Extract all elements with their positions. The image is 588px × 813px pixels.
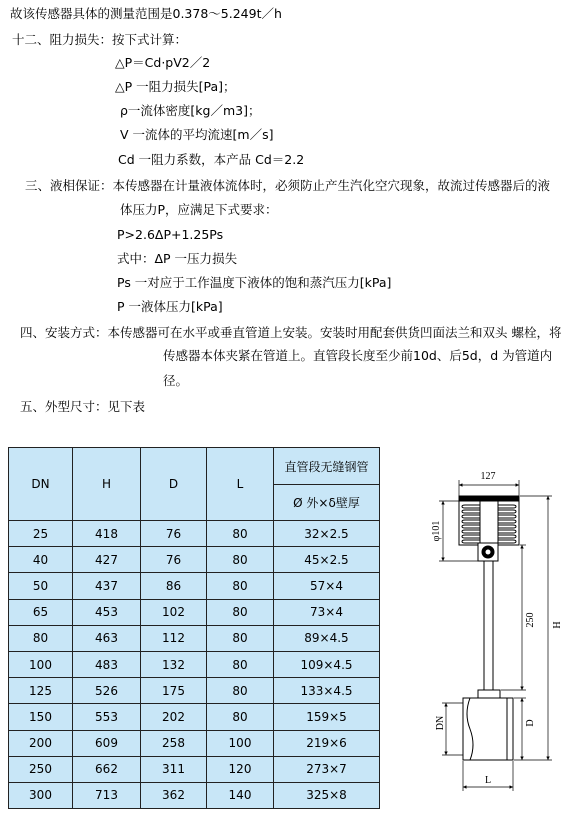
table-cell-l: 80 bbox=[207, 599, 274, 625]
head-cap bbox=[459, 496, 519, 501]
table-cell-l: 80 bbox=[207, 704, 274, 730]
table-row bbox=[9, 704, 380, 730]
table-cell-pipe: 133×4.5 bbox=[274, 678, 380, 704]
table-cell-l: 80 bbox=[207, 678, 274, 704]
table-row bbox=[9, 756, 380, 782]
table-row bbox=[9, 678, 380, 704]
table-row bbox=[9, 547, 380, 573]
table-cell-dn: 40 bbox=[9, 547, 73, 573]
liquid-pressure-formula: P>2.6ΔP+1.25Ps bbox=[117, 227, 224, 242]
definition-density: ρ一流体密度[kg／m3]； bbox=[120, 103, 261, 118]
table-cell-d: 362 bbox=[141, 782, 207, 808]
table-cell-d: 86 bbox=[141, 573, 207, 599]
section-four-text-line-1: 四、安装方式：本传感器可在水平或垂直管道上安装。安装时用配套供货凹面法兰和双头 螺栓，将 bbox=[20, 325, 562, 340]
table-row bbox=[9, 599, 380, 625]
outline-drawing bbox=[410, 465, 585, 797]
section-four-text-line-3: 径。 bbox=[163, 373, 189, 388]
table-cell-h: 713 bbox=[73, 782, 141, 808]
header-dn: DN bbox=[9, 448, 73, 521]
header-h: H bbox=[73, 448, 141, 521]
table-row bbox=[9, 573, 380, 599]
table-cell-l: 80 bbox=[207, 625, 274, 651]
table-cell-pipe: 219×6 bbox=[274, 730, 380, 756]
definition-velocity: V 一流体的平均流速[m／s] bbox=[120, 127, 274, 142]
header-l: L bbox=[207, 448, 274, 521]
table-cell-h: 427 bbox=[73, 547, 141, 573]
table-cell-h: 453 bbox=[73, 599, 141, 625]
body-neck bbox=[478, 690, 500, 698]
table-cell-d: 202 bbox=[141, 704, 207, 730]
table-cell-h: 483 bbox=[73, 651, 141, 677]
table-cell-d: 258 bbox=[141, 730, 207, 756]
label-body-length: L bbox=[484, 775, 492, 786]
table-cell-dn: 50 bbox=[9, 573, 73, 599]
table-cell-pipe: 89×4.5 bbox=[274, 625, 380, 651]
table-row bbox=[9, 625, 380, 651]
table-row bbox=[9, 521, 380, 547]
table-cell-d: 112 bbox=[141, 625, 207, 651]
definition-saturated-vapor-pressure: Ps 一对应于工作温度下液体的饱和蒸汽压力[kPa] bbox=[117, 275, 392, 290]
section-three-text-line-1: 三、液相保证：本传感器在计量液体流体时，必须防止产生汽化空穴现象，故流过传感器后的液 bbox=[25, 178, 551, 193]
pressure-loss-formula: △P＝Cd·pV2／2 bbox=[115, 55, 211, 70]
table-cell-dn: 150 bbox=[9, 704, 73, 730]
table-cell-d: 311 bbox=[141, 756, 207, 782]
table-row bbox=[9, 730, 380, 756]
section-four-text-line-2: 传感器本体夹紧在管道上。直管段长度至少前10d、后5d，d 为管道内 bbox=[163, 348, 553, 363]
table-cell-l: 80 bbox=[207, 521, 274, 547]
table-cell-pipe: 73×4 bbox=[274, 599, 380, 625]
table-cell-l: 100 bbox=[207, 730, 274, 756]
definition-delta-p: 式中：ΔP 一压力损失 bbox=[117, 251, 238, 266]
label-stem-length: 250 bbox=[525, 612, 536, 628]
table-cell-pipe: 325×8 bbox=[274, 782, 380, 808]
table-cell-dn: 100 bbox=[9, 651, 73, 677]
table-cell-h: 526 bbox=[73, 678, 141, 704]
table-cell-l: 80 bbox=[207, 547, 274, 573]
table-cell-dn: 80 bbox=[9, 625, 73, 651]
table-cell-dn: 25 bbox=[9, 521, 73, 547]
table-cell-h: 418 bbox=[73, 521, 141, 547]
table-cell-h: 662 bbox=[73, 756, 141, 782]
table-cell-pipe: 109×4.5 bbox=[274, 651, 380, 677]
dimension-table bbox=[8, 447, 380, 809]
label-head-diameter: φ101 bbox=[431, 520, 442, 542]
section-twelve-heading: 十二、阻力损失：按下式计算： bbox=[12, 32, 188, 47]
table-cell-d: 132 bbox=[141, 651, 207, 677]
sensor-outline bbox=[459, 496, 519, 760]
table-cell-h: 437 bbox=[73, 573, 141, 599]
table-cell-dn: 125 bbox=[9, 678, 73, 704]
header-pipe: 直管段无缝钢管 bbox=[274, 448, 380, 485]
section-three-text-line-2: 体压力P，应满足下式要求： bbox=[120, 202, 278, 217]
table-cell-dn: 300 bbox=[9, 782, 73, 808]
measuring-range-text: 故该传感器具体的测量范围是0.378～5.249t／h bbox=[10, 6, 282, 21]
table-cell-d: 102 bbox=[141, 599, 207, 625]
table-cell-dn: 250 bbox=[9, 756, 73, 782]
header-d: D bbox=[141, 448, 207, 521]
table-cell-l: 80 bbox=[207, 651, 274, 677]
table-cell-pipe: 273×7 bbox=[274, 756, 380, 782]
label-body-diameter: D bbox=[525, 719, 536, 727]
definition-resistance-coefficient: Cd 一阻力系数，本产品 Cd＝2.2 bbox=[118, 152, 305, 167]
table-cell-d: 175 bbox=[141, 678, 207, 704]
table-cell-pipe: 32×2.5 bbox=[274, 521, 380, 547]
definition-pressure-loss: △P 一阻力损失[Pa]； bbox=[115, 79, 236, 94]
table-cell-dn: 65 bbox=[9, 599, 73, 625]
table-cell-pipe: 159×5 bbox=[274, 704, 380, 730]
table-cell-l: 120 bbox=[207, 756, 274, 782]
table-header-row bbox=[9, 448, 380, 485]
label-overall-height: H bbox=[552, 621, 563, 629]
table-cell-pipe: 57×4 bbox=[274, 573, 380, 599]
table-row bbox=[9, 651, 380, 677]
table-body bbox=[9, 521, 380, 809]
table-cell-dn: 200 bbox=[9, 730, 73, 756]
label-overall-width: 127 bbox=[480, 471, 496, 482]
table-cell-pipe: 45×2.5 bbox=[274, 547, 380, 573]
table-cell-h: 553 bbox=[73, 704, 141, 730]
table-head bbox=[9, 448, 380, 521]
section-five-heading: 五、外型尺寸：见下表 bbox=[20, 399, 146, 414]
head-core bbox=[480, 501, 498, 545]
header-pipe-spec: Ø 外×δ壁厚 bbox=[274, 485, 380, 521]
table-row bbox=[9, 782, 380, 808]
label-nominal-size: DN bbox=[435, 715, 446, 731]
table-cell-h: 463 bbox=[73, 625, 141, 651]
connector-port-center bbox=[486, 550, 491, 555]
table-cell-d: 76 bbox=[141, 547, 207, 573]
table-cell-d: 76 bbox=[141, 521, 207, 547]
table-cell-l: 80 bbox=[207, 573, 274, 599]
definition-liquid-pressure: P 一液体压力[kPa] bbox=[117, 299, 223, 314]
table-cell-l: 140 bbox=[207, 782, 274, 808]
table-cell-h: 609 bbox=[73, 730, 141, 756]
